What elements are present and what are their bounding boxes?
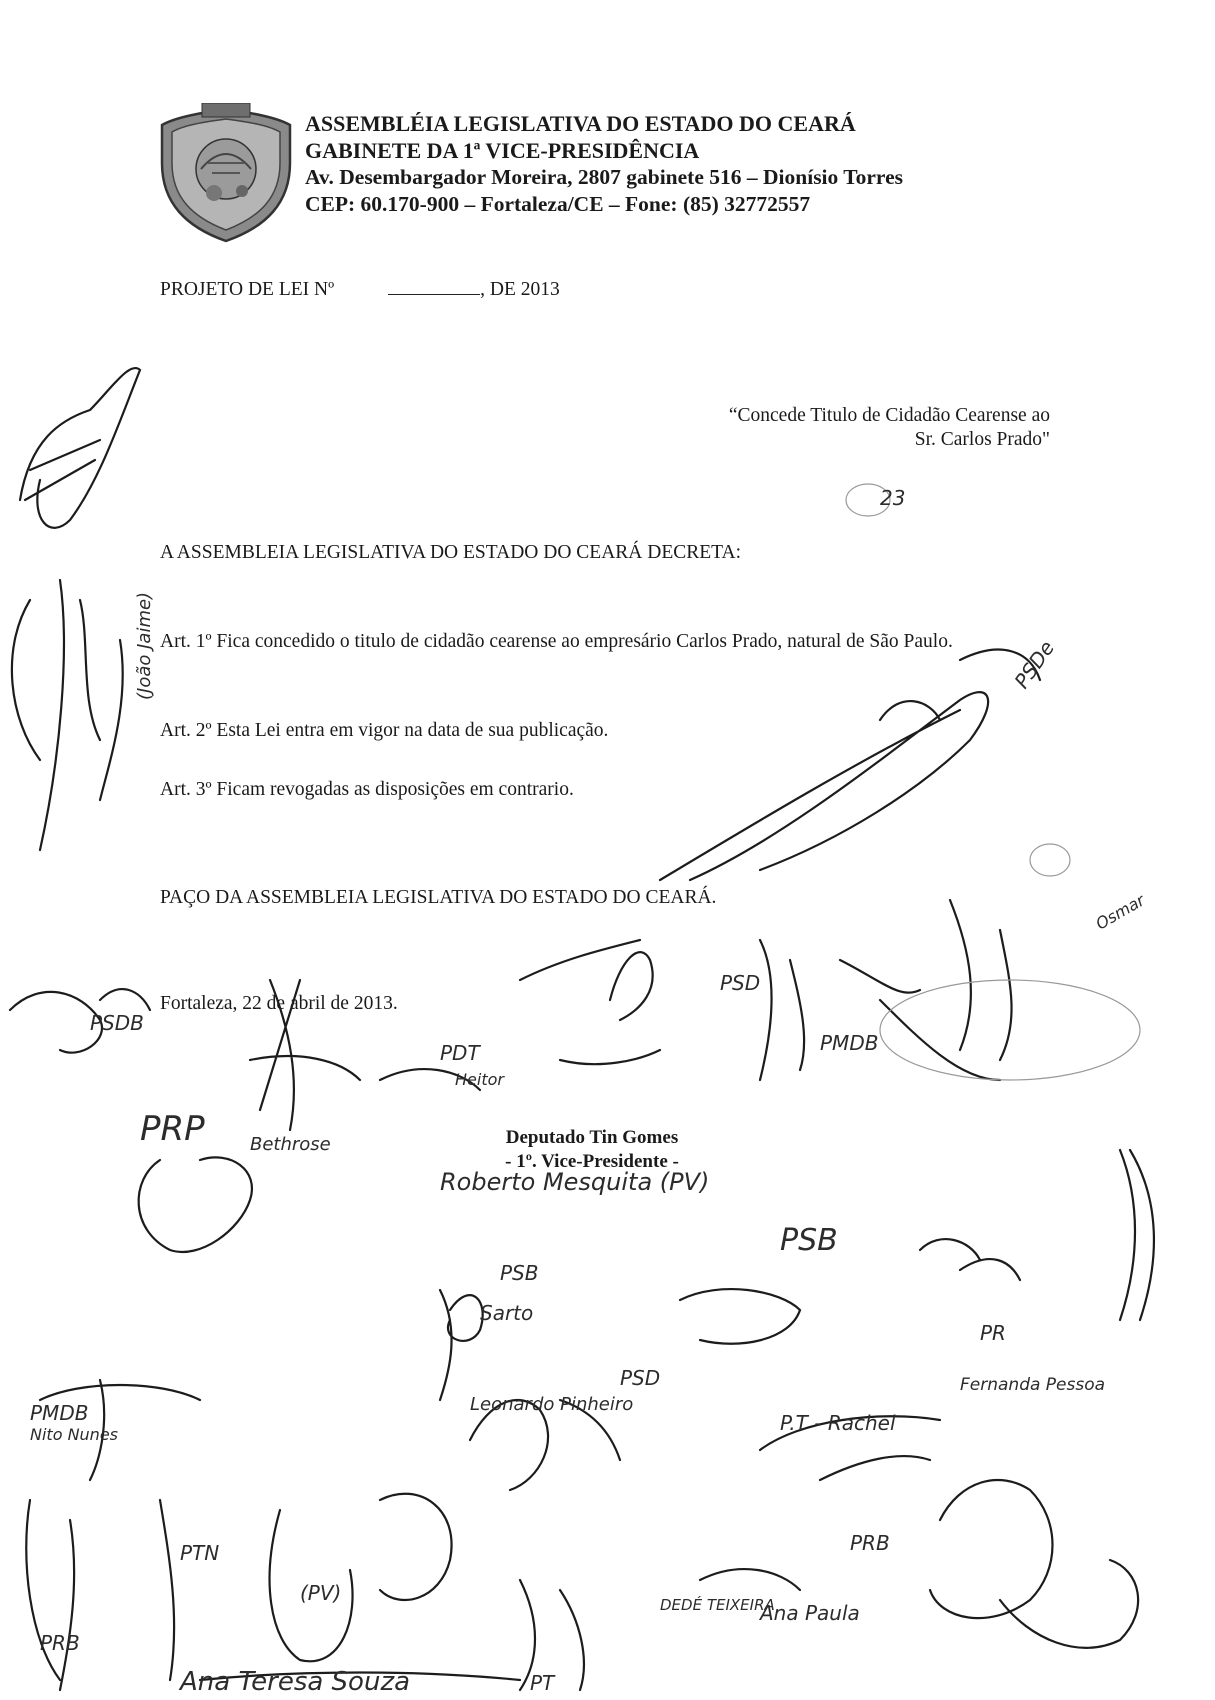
- party-psb-2: PSB: [500, 1261, 539, 1285]
- signature-stroke: [680, 1289, 800, 1344]
- signature-stroke: [12, 580, 123, 850]
- party-psb: PSB: [780, 1223, 838, 1258]
- signatory-block: [487, 1126, 697, 1174]
- name-bethrose: Bethrose: [250, 1134, 331, 1155]
- party-pt-2: P.T - Rachel: [780, 1411, 896, 1435]
- article-1: Art. 1º Fica concedido o titulo de cidadão cearense ao empresário Carlos Prado, natural de São Paulo.: [160, 631, 953, 652]
- party-pv: (PV): [300, 1581, 342, 1605]
- party-pr: PR: [980, 1321, 1006, 1345]
- party-prp: PRP: [140, 1109, 205, 1149]
- office-name: GABINETE DA 1ª VICE-PRESIDÊNCIA: [305, 138, 700, 163]
- signature-stroke: [200, 1673, 520, 1681]
- signatory-name: Deputado Tin Gomes: [505, 1127, 679, 1148]
- signature-stroke: [380, 1494, 452, 1600]
- name-ana-paula: Ana Paula: [760, 1601, 860, 1625]
- signature-stroke: [760, 1416, 940, 1480]
- signature-stroke: [25, 440, 100, 500]
- article-2: Art. 2º Esta Lei entra em vigor na data de sua publicação.: [160, 720, 609, 741]
- signature-stroke: [40, 1380, 200, 1480]
- address-line: Av. Desembargador Moreira, 2807 gabinete 516 – Dionísio Torres: [305, 165, 903, 189]
- name-leonardo: Leonardo Pinheiro: [470, 1394, 634, 1415]
- party-pt: PT: [530, 1671, 555, 1695]
- signature-stroke: [1120, 1150, 1154, 1320]
- party-pmdb-mid: PMDB: [820, 1031, 879, 1055]
- bill-year: , DE 2013: [480, 279, 560, 300]
- signature-stroke: [139, 1157, 252, 1252]
- circle-mark: [880, 980, 1140, 1080]
- place-date: Fortaleza, 22 de abril de 2013.: [160, 993, 398, 1014]
- party-prb: PRB: [40, 1631, 80, 1655]
- signature-stroke: [10, 989, 150, 1053]
- party-psdb: PSDB: [90, 1011, 144, 1035]
- party-pv-roberto: Roberto Mesquita (PV): [440, 1168, 710, 1196]
- signature-stroke: [20, 368, 140, 528]
- name-fernanda: Fernanda Pessoa: [960, 1375, 1106, 1395]
- signature-stroke: [1000, 1560, 1138, 1648]
- name-joao-jaime: (João Jaime): [134, 591, 155, 700]
- circle-mark: [1030, 844, 1070, 876]
- signature-stroke: [880, 650, 1040, 720]
- party-psd-2: PSD: [620, 1366, 661, 1390]
- name-dede: DEDÉ TEIXEIRA: [660, 1596, 775, 1614]
- party-psde: PSDe: [1009, 636, 1060, 693]
- party-ptn: PTN: [180, 1541, 220, 1565]
- name-nito: Nito Nunes: [30, 1425, 118, 1444]
- name-ana-teresa: Ana Teresa Souza: [180, 1667, 411, 1697]
- party-pmdb-left: PMDB: [30, 1401, 89, 1425]
- enacting-clause: A ASSEMBLEIA LEGISLATIVA DO ESTADO DO CEARÁ DECRETA:: [160, 542, 742, 563]
- signature-stroke: [270, 1510, 353, 1661]
- paco-line: PAÇO DA ASSEMBLEIA LEGISLATIVA DO ESTADO DO CEARÁ.: [160, 887, 717, 908]
- signature-stroke: [930, 1480, 1053, 1618]
- signature-stroke: [440, 1290, 483, 1400]
- summary-line-2: Sr. Carlos Prado": [914, 429, 1050, 450]
- bill-label: PROJETO DE LEI Nº: [160, 279, 335, 300]
- bill-number-line: [160, 276, 560, 302]
- signature-stroke: [520, 940, 653, 1020]
- signature-stroke: [760, 940, 920, 1080]
- signature-stroke: [470, 1400, 620, 1490]
- contact-line: CEP: 60.170-900 – Fortaleza/CE – Fone: (85) 32772557: [305, 192, 811, 216]
- letterhead: [305, 110, 903, 218]
- signature-stroke: [520, 1569, 800, 1690]
- signature-stroke: [26, 1500, 174, 1690]
- coat-of-arms-logo: [156, 103, 296, 245]
- circle-mark: [846, 484, 890, 516]
- summary-line-1: “Concede Titulo de Cidadão Cearense ao: [728, 405, 1050, 426]
- signature-stroke: [380, 1050, 660, 1090]
- party-pdt: PDT: [440, 1041, 480, 1065]
- name-osmar: Osmar: [1092, 890, 1148, 934]
- article-3: Art. 3º Ficam revogadas as disposições em contrario.: [160, 779, 574, 800]
- signatory-role: - 1º. Vice-Presidente -: [505, 1151, 679, 1172]
- institution-name: ASSEMBLÉIA LEGISLATIVA DO ESTADO DO CEARÁ: [305, 111, 856, 136]
- party-prb-2: PRB: [850, 1531, 890, 1555]
- mark-23: 23: [880, 486, 906, 510]
- signature-stroke: [920, 1239, 1020, 1280]
- bill-summary: [570, 404, 1050, 452]
- name-sarto: Sarto: [480, 1301, 534, 1325]
- signature-stroke: [880, 900, 1012, 1080]
- bill-number-blank: [388, 276, 480, 295]
- name-heitor: Heitor: [455, 1070, 504, 1089]
- party-psd: PSD: [720, 971, 761, 995]
